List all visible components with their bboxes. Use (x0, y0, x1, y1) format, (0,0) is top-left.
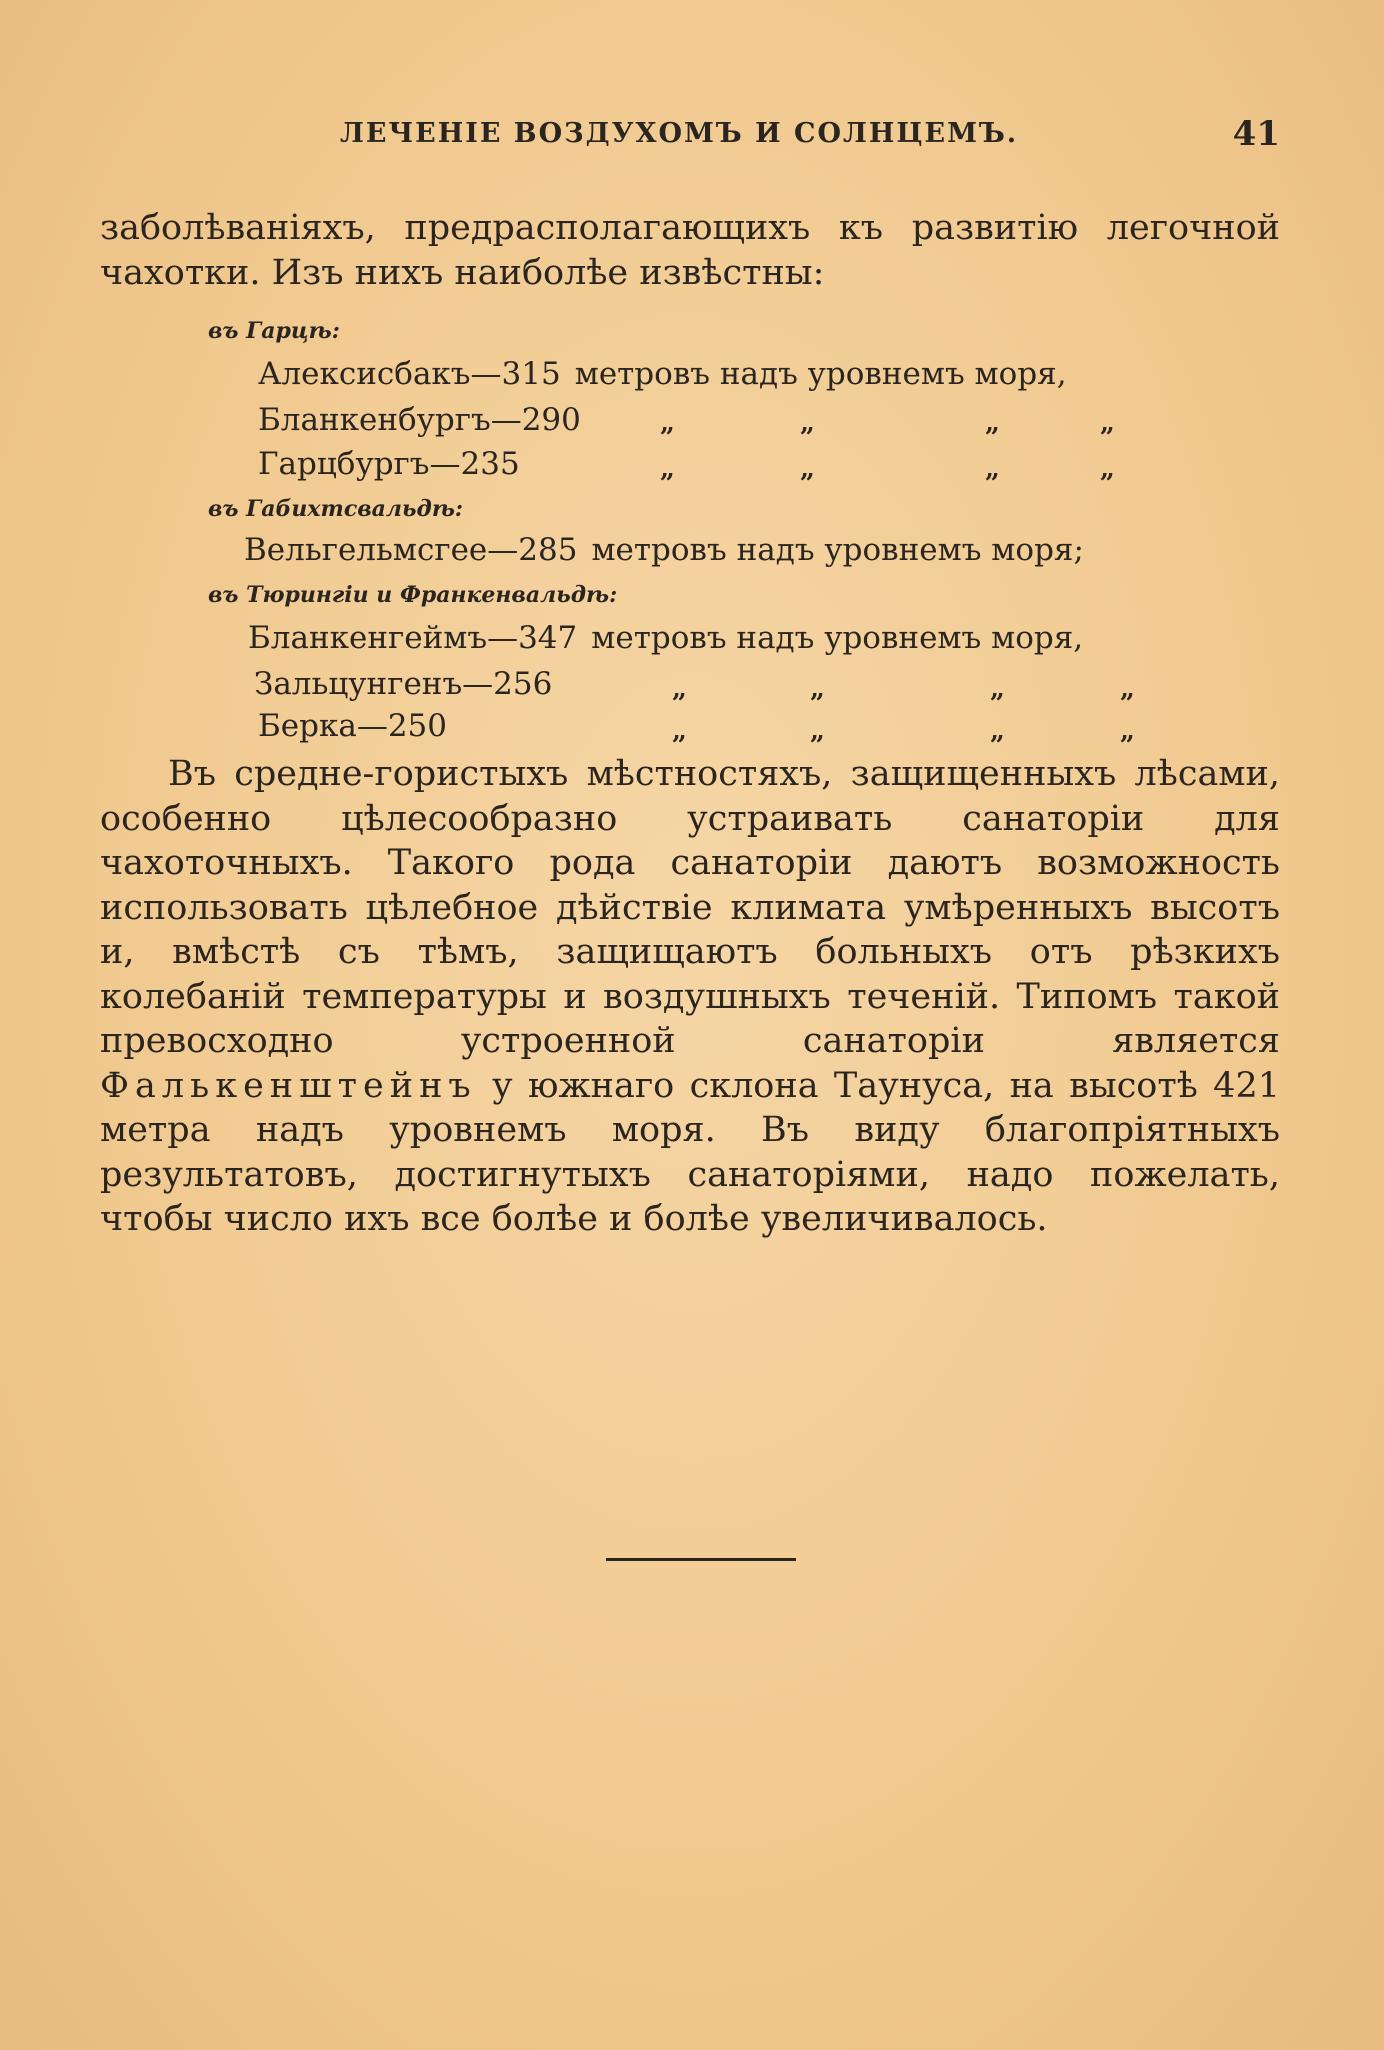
resort-entry (248, 620, 1083, 656)
ditto-mark: „ (810, 674, 825, 704)
section-divider (606, 1558, 796, 1561)
resort-elevation-text: метровъ надъ уровнемъ моря, (591, 620, 1084, 656)
ditto-mark: „ (1100, 454, 1115, 484)
ditto-mark: „ (990, 674, 1005, 704)
region-label: въ Габихтсвальдѣ: (208, 496, 464, 522)
main-paragraph-text-before: Въ средне-гористыхъ мѣстностяхъ, защищенныхъ лѣсами, особенно цѣлесообразно устраивать санаторіи для чахоточныхъ. Такого рода санаторіи даютъ возможность использовать цѣлебное дѣйствіе климата умѣренныхъ высотъ и, вмѣстѣ съ тѣмъ, защищаютъ больныхъ отъ рѣзкихъ колебаній температуры и воздушныхъ теченій. Типомъ такой превосходно устроенной санаторіи является (100, 754, 1280, 1061)
ditto-mark: „ (660, 454, 675, 484)
running-header (340, 114, 1280, 158)
ditto-mark: „ (672, 674, 687, 704)
running-title: ЛЕЧЕНІЕ ВОЗДУХОМЪ И СОЛНЦЕМЪ. (340, 118, 1019, 149)
ditto-mark: „ (985, 454, 1000, 484)
ditto-mark: „ (990, 716, 1005, 746)
ditto-mark: „ (800, 454, 815, 484)
resort-elevation-text: метровъ надъ уровнемъ моря; (591, 532, 1084, 568)
resort-entry (258, 402, 581, 438)
ditto-mark: „ (660, 408, 675, 438)
intro-paragraph: заболѣваніяхъ, предрасполагающихъ къ развитію легочной чахотки. Изъ нихъ наиболѣе извѣстны: (100, 208, 1280, 293)
ditto-mark: „ (1120, 716, 1135, 746)
resort-entry (244, 532, 1084, 568)
ditto-mark: „ (672, 716, 687, 746)
resort-elevation-text: метровъ надъ уровнемъ моря, (574, 356, 1067, 392)
resort-name: Зальцунгенъ—256 (254, 666, 553, 702)
region-label: въ Гарцѣ: (208, 318, 340, 344)
resort-name: Бланкенбургъ—290 (258, 402, 581, 438)
resort-entry (258, 446, 520, 482)
main-paragraph-text-after: у южнаго склона Таунуса, на высотѣ 421 метра надъ уровнемъ моря. Въ виду благопріятныхъ результатовъ, достигнутыхъ санаторіями, надо пожелать, чтобы число ихъ все болѣе и болѣе увеличивалось. (100, 1065, 1280, 1239)
paragraph-indent (100, 754, 168, 794)
ditto-mark: „ (1120, 674, 1135, 704)
resort-entry (258, 708, 447, 744)
region-label: въ Тюрингіи и Франкенвальдѣ: (208, 582, 618, 608)
emphasized-name: Фалькенштейнъ (100, 1065, 477, 1106)
resort-name: Бланкенгеймъ—347 (248, 620, 578, 656)
main-paragraph (100, 752, 1280, 1242)
resort-entry (258, 356, 1067, 392)
resort-name: Берка—250 (258, 708, 447, 744)
ditto-mark: „ (800, 408, 815, 438)
page-number: 41 (1232, 114, 1280, 154)
resort-entry (254, 666, 552, 702)
resort-name: Вельгельмсгее—285 (244, 532, 578, 568)
resort-name: Гарцбургъ—235 (258, 446, 520, 482)
ditto-mark: „ (810, 716, 825, 746)
ditto-mark: „ (985, 408, 1000, 438)
resort-name: Алексисбакъ—315 (258, 356, 561, 392)
ditto-mark: „ (1100, 408, 1115, 438)
